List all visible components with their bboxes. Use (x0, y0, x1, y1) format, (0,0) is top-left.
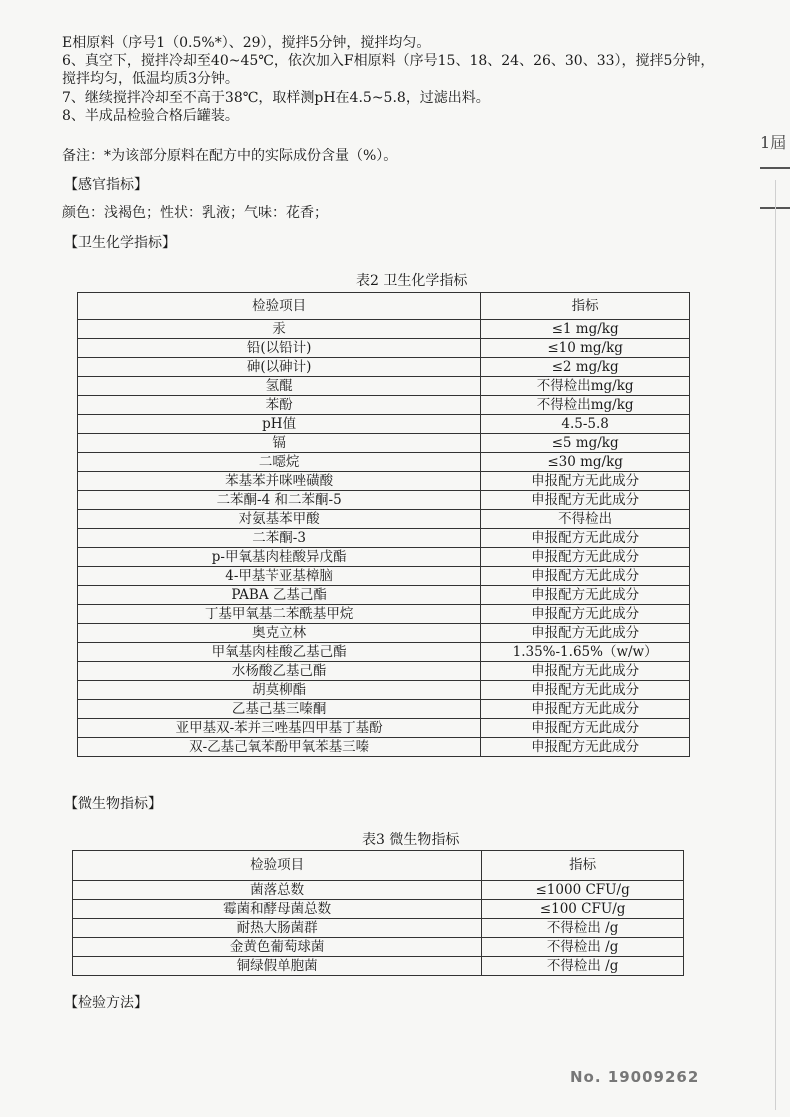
hygiene-heading: 【卫生化学指标】 (64, 235, 176, 251)
spec-value-cell: ≤1000 CFU/g (482, 881, 684, 900)
spec-value-cell: ≤30 mg/kg (481, 453, 690, 472)
table-row (78, 472, 690, 491)
margin-mark: 1屆 (760, 133, 787, 152)
table-row (78, 700, 690, 719)
table-row (78, 396, 690, 415)
test-item-cell: 乙基己基三嗪酮 (78, 700, 481, 719)
table3-header-spec: 指标 (482, 851, 684, 881)
table-row (78, 339, 690, 358)
spec-value-cell: 申报配方无此成分 (481, 529, 690, 548)
test-item-cell: 铅(以铅计) (78, 339, 481, 358)
table-row (78, 681, 690, 700)
table-row (78, 453, 690, 472)
table-row (78, 662, 690, 681)
spec-value-cell: ≤5 mg/kg (481, 434, 690, 453)
test-item-cell: 苯酚 (78, 396, 481, 415)
test-item-cell: 4-甲基苄亚基樟脑 (78, 567, 481, 586)
spec-value-cell: 不得检出 /g (482, 919, 684, 938)
table3-header-item: 检验项目 (73, 851, 482, 881)
test-item-cell: PABA 乙基己酯 (78, 586, 481, 605)
test-item-cell: p-甲氧基肉桂酸异戊酯 (78, 548, 481, 567)
test-item-cell: 菌落总数 (73, 881, 482, 900)
spec-value-cell: 申报配方无此成分 (481, 605, 690, 624)
binding-mark-top (760, 167, 790, 169)
test-item-cell: 铜绿假单胞菌 (73, 957, 482, 976)
spec-value-cell: 申报配方无此成分 (481, 567, 690, 586)
note-text: 备注：*为该部分原料在配方中的实际成份含量（%）。 (62, 148, 398, 164)
step-7: 7、继续搅拌冷却至不高于38℃，取样测pH在4.5~5.8，过滤出料。 (62, 90, 490, 106)
table-row (78, 320, 690, 339)
table3-header-row (73, 851, 684, 881)
test-item-cell: 胡莫柳酯 (78, 681, 481, 700)
spec-value-cell: ≤2 mg/kg (481, 358, 690, 377)
method-heading: 【检验方法】 (64, 995, 148, 1011)
test-item-cell: 丁基甲氧基二苯酰基甲烷 (78, 605, 481, 624)
table-row (78, 738, 690, 757)
document-number: No. 19009262 (570, 1068, 700, 1086)
table-row (78, 586, 690, 605)
table2-caption: 表2 卫生化学指标 (356, 273, 468, 289)
step-e-phase: E相原料（序号1（0.5%*）、29），搅拌5分钟，搅拌均匀。 (62, 35, 431, 51)
table3-microbial (72, 850, 684, 976)
test-item-cell: 氢醌 (78, 377, 481, 396)
table-row (78, 643, 690, 662)
sensory-heading: 【感官指标】 (64, 177, 148, 193)
test-item-cell: pH值 (78, 415, 481, 434)
table-row (78, 434, 690, 453)
table2-header-spec: 指标 (481, 293, 690, 320)
step-6-line2: 搅拌均匀，低温均质3分钟。 (62, 71, 239, 87)
spec-value-cell: 不得检出 /g (482, 957, 684, 976)
step-6-line1: 6、真空下，搅拌冷却至40~45℃，依次加入F相原料（序号15、18、24、26、30、33），搅拌5分钟， (62, 53, 715, 69)
spec-value-cell: 申报配方无此成分 (481, 624, 690, 643)
spec-value-cell: 申报配方无此成分 (481, 719, 690, 738)
test-item-cell: 奥克立林 (78, 624, 481, 643)
spec-value-cell: 申报配方无此成分 (481, 548, 690, 567)
test-item-cell: 霉菌和酵母菌总数 (73, 900, 482, 919)
test-item-cell: 水杨酸乙基己酯 (78, 662, 481, 681)
test-item-cell: 甲氧基肉桂酸乙基己酯 (78, 643, 481, 662)
table-row (73, 919, 684, 938)
table-row (78, 529, 690, 548)
test-item-cell: 苯基苯并咪唑磺酸 (78, 472, 481, 491)
spec-value-cell: 申报配方无此成分 (481, 700, 690, 719)
table-row (73, 881, 684, 900)
table-row (73, 938, 684, 957)
test-item-cell: 亚甲基双-苯并三唑基四甲基丁基酚 (78, 719, 481, 738)
table-row (78, 510, 690, 529)
spec-value-cell: 1.35%-1.65%（w/w） (481, 643, 690, 662)
table-row (78, 358, 690, 377)
page-edge-line (775, 180, 776, 1110)
spec-value-cell: 申报配方无此成分 (481, 586, 690, 605)
table-row (78, 491, 690, 510)
spec-value-cell: 不得检出mg/kg (481, 377, 690, 396)
micro-heading: 【微生物指标】 (64, 796, 162, 812)
spec-value-cell: 申报配方无此成分 (481, 491, 690, 510)
table-row (78, 567, 690, 586)
table-row (78, 605, 690, 624)
test-item-cell: 汞 (78, 320, 481, 339)
test-item-cell: 二苯酮-4 和二苯酮-5 (78, 491, 481, 510)
step-8: 8、半成品检验合格后罐装。 (62, 108, 239, 124)
table-row (78, 548, 690, 567)
spec-value-cell: 申报配方无此成分 (481, 472, 690, 491)
table2-header-row (78, 293, 690, 320)
spec-value-cell: 申报配方无此成分 (481, 738, 690, 757)
spec-value-cell: 不得检出mg/kg (481, 396, 690, 415)
spec-value-cell: 不得检出 /g (482, 938, 684, 957)
test-item-cell: 砷(以砷计) (78, 358, 481, 377)
table-row (78, 377, 690, 396)
test-item-cell: 金黄色葡萄球菌 (73, 938, 482, 957)
sensory-text: 颜色：浅褐色；性状：乳液；气味：花香； (62, 205, 328, 221)
spec-value-cell: 申报配方无此成分 (481, 662, 690, 681)
table-row (78, 415, 690, 434)
test-item-cell: 耐热大肠菌群 (73, 919, 482, 938)
spec-value-cell: ≤10 mg/kg (481, 339, 690, 358)
spec-value-cell: ≤1 mg/kg (481, 320, 690, 339)
test-item-cell: 对氨基苯甲酸 (78, 510, 481, 529)
spec-value-cell: 不得检出 (481, 510, 690, 529)
table2-hygiene-chemical (77, 292, 690, 757)
table-row (73, 900, 684, 919)
spec-value-cell: 申报配方无此成分 (481, 681, 690, 700)
table-row (78, 719, 690, 738)
table-row (73, 957, 684, 976)
spec-value-cell: 4.5-5.8 (481, 415, 690, 434)
test-item-cell: 双-乙基己氧苯酚甲氧苯基三嗪 (78, 738, 481, 757)
test-item-cell: 镉 (78, 434, 481, 453)
table-row (78, 624, 690, 643)
table2-header-item: 检验项目 (78, 293, 481, 320)
test-item-cell: 二苯酮-3 (78, 529, 481, 548)
test-item-cell: 二噁烷 (78, 453, 481, 472)
table3-caption: 表3 微生物指标 (362, 832, 460, 848)
spec-value-cell: ≤100 CFU/g (482, 900, 684, 919)
